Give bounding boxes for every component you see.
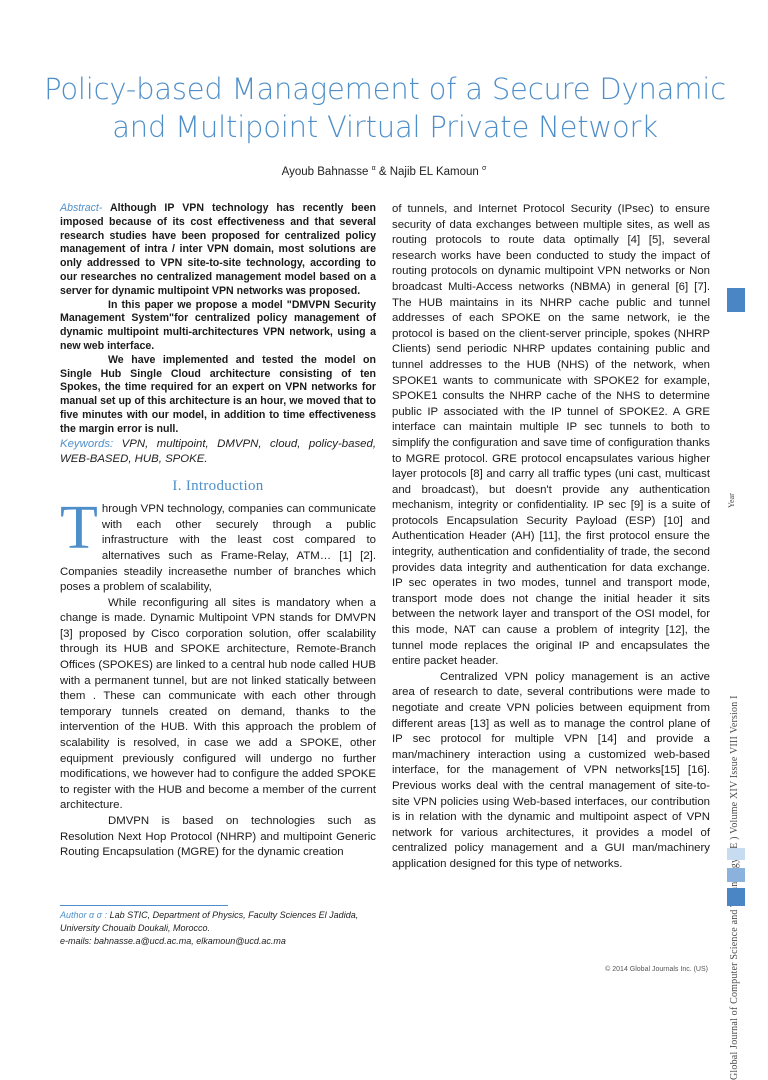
right-p1: of tunnels, and Internet Protocol Security (IPsec) to ensure security of data exchanges between multiple sites, as well as routing protocols to route data optimally [4] [5], several research works have been conducted to study the impact of routing protocols on dynamic multipoint VPN networks or Non broadcast Multi-Access networks (NBMA) in general [6] [7]. The HUB maintains in its NHRP cache public and tunnel addresses of each SPOKE on the same network, ie the protocol is based on the client-server principle, spokes (NHRP Clients) send periodic NHRP updates containing public and tunnel addresses to the HUB (NHS) of the network, when SPOKE1 wants to communicate with SPOKE2 for example, SPOKE1 consults the NHRP cache of the NHS to determine public IP associated with the IP tunnel of SPOKE2. A GRE interface can maintain multiple IP sec tunnels to both to simplify the configuration and save time of configuration thanks to MGRE protocol. GRE protocol encapsulates various higher layer protocols [8] and carry all traffic types (uni cast, multicast and broadcast), but doesn't provide any authentication mechanism, integrity or confidentiality. IP sec [9] is a suite of protocols Encapsulation Security Payload (ESP) [10] and Authentication Header (AH) [11], the first protocol ensure the integrity, authentication and confidentiality of trade, the second provides data integrity and authentication for data exchange. IP sec operates in two modes, tunnel and transport mode, transport mode does not change the initial header it sits between the network layer and transport of the OSI model, for this mode, NAT can cause a problem of integrity [12], the tunnel mode replaces the original IP and encapsulates the entire packet header. <box>392 203 710 668</box>
drop-cap: T <box>60 494 98 563</box>
intro-p3: DMVPN is based on technologies such as Resolution Next Hop Protocol (NHRP) and multipoint Generic Routing Encapsulation (MGRE) for the dynamic creation <box>60 815 376 859</box>
sidebar-year: Year <box>727 493 736 508</box>
footnote-label: Author α σ : <box>60 910 108 920</box>
abstract-p3: We have implemented and tested the model on Single Hub Single Cloud architecture consisting of ten Spokes, the time required for an expert on VPN networks for manual set up of this architecture is an hour, we moved that to five minutes with our model, in addition to time effectiveness the margin error is null. <box>60 353 376 435</box>
title-line-1: Policy-based Management of a Secure Dynamic <box>44 72 726 106</box>
author-2-mark: σ <box>482 165 487 172</box>
sidebar-block-top <box>727 288 745 312</box>
abstract-p2: In this paper we propose a model "DMVPN Security Management System"for centralized policy management of dynamic multipoint multi-architectures VPN network, using a new web interface. <box>60 298 376 352</box>
author-2: Najib EL Kamoun <box>389 165 479 178</box>
author-separator: & <box>375 165 390 178</box>
title-line-2: and Multipoint Virtual Private Network <box>112 110 658 144</box>
footnote-affiliation <box>60 909 380 935</box>
footnote-affiliation-text: Lab STIC, Department of Physics, Faculty Sciences El Jadida, University Chouaib Doukali, Morocco. <box>60 910 359 933</box>
intro-p1 <box>60 494 376 596</box>
right-p2: Centralized VPN policy management is an active area of research to date, several contributions were made to negotiate and create VPN policies between equipment from different areas [13] as well as to manage the control plane of IP sec protocol for multiple VPN [14] and provide a man/machinery interaction using a customized web-based interface, for the management of VPN networks[15] [16]. Previous works deal with the central management of site-to-site VPN policies using Web-based interfaces, our contribution is in relation with the dynamic and multipoint aspect of VPN network for various architectures, it provides a model of centralized policy management and a GUI man/machinery application designed for this type of networks. <box>392 670 710 870</box>
footnote-emails: e-mails: bahnasse.a@ucd.ac.ma, elkamoun@ucd.ac.ma <box>60 936 286 946</box>
section-number: I. <box>172 477 182 494</box>
intro-p2: While reconfiguring all sites is mandatory when a change is made. Dynamic Multipoint VPN stands for DMVPN [3] proposed by Cisco corporation solution, offer scalability through its HUB and SPOKE architecture, Remote-Branch Offices (SPOKES) are linked to a central hub node called HUB with a permanent tunnel, but are not linked statically between them . These can communicate with each other through temporary tunnels created on demand, thanks to the intervention of the HUB. With this approach the problem of scalability is resolved, in case we add a SPOKE, other equipment previously configured will undergo no further modifications, we however had to configure the added SPOKE to register with the HUB and become a member of the current architecture. <box>60 596 376 812</box>
keywords-label: Keywords: <box>60 437 114 450</box>
sidebar-block-mid <box>727 868 745 882</box>
author-1-mark: α <box>371 165 376 172</box>
intro-p1-text: hrough VPN technology, companies can communicate with each other securely through a public infrastructure with the least cost compared to alternatives such as Frame-Relay, ATM… [1] [2]. Companies steadily increasethe number of branches which poses a problem of scalability, <box>60 503 376 594</box>
copyright-notice: © 2014 Global Journals Inc. (US) <box>605 966 708 973</box>
left-column <box>60 202 376 861</box>
section-heading <box>60 479 376 495</box>
keywords <box>60 437 376 467</box>
abstract-text-1: Although IP VPN technology has recently been imposed because of its cost effectiveness and that several research studies have been proposed for centralized policy management of intra / inter VPN domain, most solutions are only addressed to VPN site-to-site technology, according to our researches no centralized management model based on a server for dynamic multipoint VPN networks was proposed. <box>60 202 376 297</box>
right-column <box>392 202 710 873</box>
section-title: Introduction <box>185 477 264 494</box>
sidebar-block-dark <box>727 888 745 906</box>
footnote <box>60 905 380 948</box>
abstract-label: Abstract- <box>60 202 103 214</box>
paper-title <box>40 70 730 146</box>
author-list <box>0 165 768 178</box>
author-1: Ayoub Bahnasse <box>281 165 369 178</box>
journal-sidebar <box>723 250 747 830</box>
abstract-p1 <box>60 202 376 299</box>
keywords-text: VPN, multipoint, DMVPN, cloud, policy-based, WEB-BASED, HUB, SPOKE. <box>60 437 376 465</box>
sidebar-block-light <box>727 848 745 860</box>
footnote-rule <box>60 905 228 906</box>
